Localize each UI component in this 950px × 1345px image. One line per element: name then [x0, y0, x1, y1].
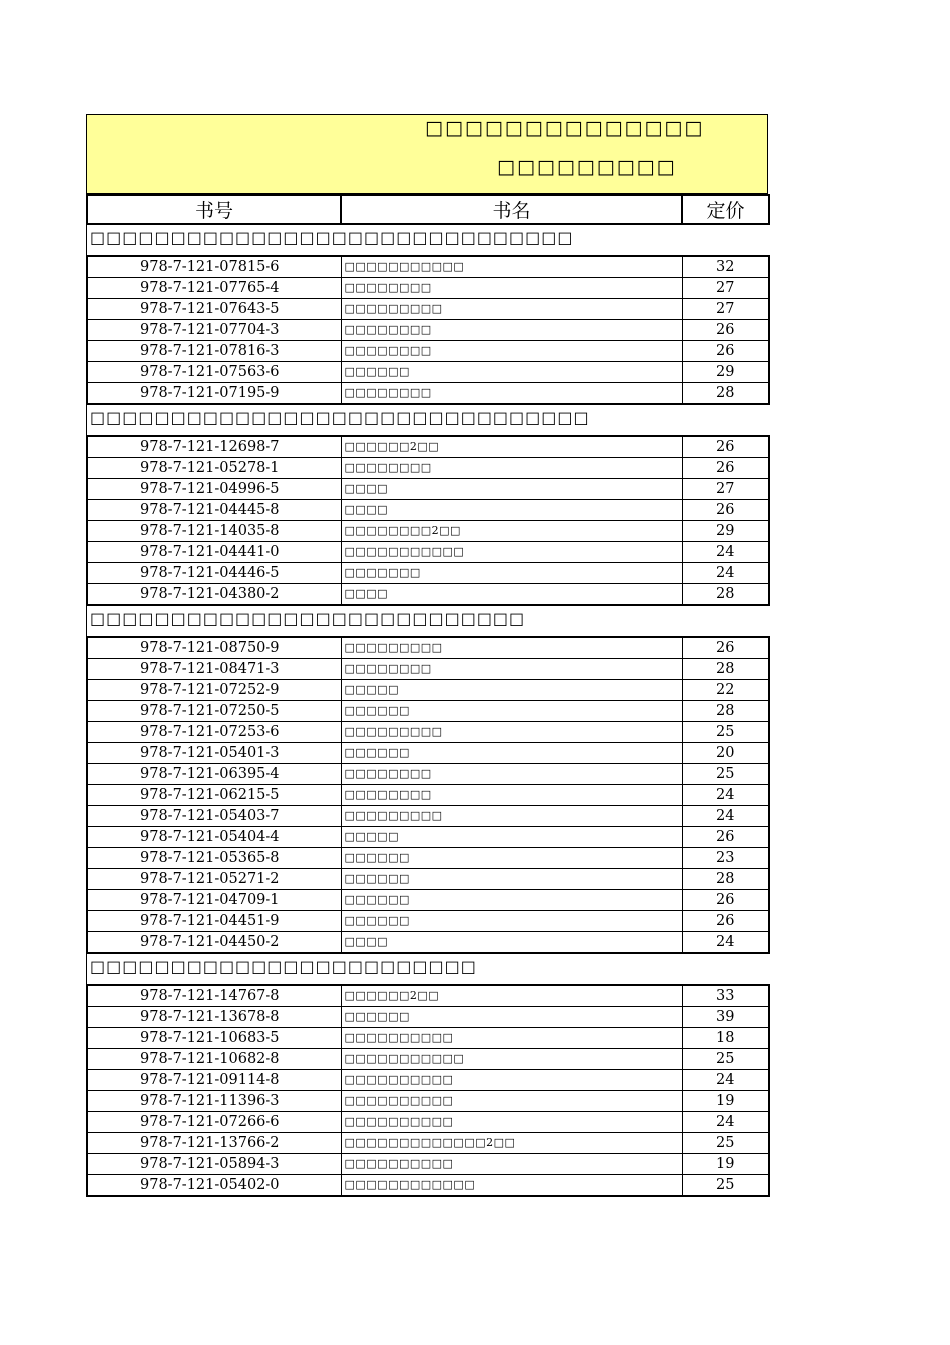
- column-header-row: [86, 194, 770, 225]
- title-cell[interactable]: □□□□□□2□□: [341, 436, 682, 458]
- title-cell[interactable]: □□□□□□□□□□: [341, 1028, 682, 1049]
- isbn-cell[interactable]: 978-7-121-04996-5: [87, 479, 341, 500]
- table-row: [87, 1091, 769, 1112]
- table-row: [87, 278, 769, 299]
- isbn-cell[interactable]: 978-7-121-05403-7: [87, 806, 341, 827]
- isbn-cell[interactable]: 978-7-121-10683-5: [87, 1028, 341, 1049]
- title-cell[interactable]: □□□□□□□□: [341, 341, 682, 362]
- table-row: [87, 563, 769, 584]
- table-row: [87, 1007, 769, 1028]
- title-cell[interactable]: □□□□: [341, 932, 682, 954]
- section-heading: □□□□□□□□□□□□□□□□□□□□□□□□□□□□□□□: [86, 405, 768, 435]
- price-cell[interactable]: 28: [682, 659, 769, 680]
- price-cell[interactable]: 39: [682, 1007, 769, 1028]
- price-cell[interactable]: 28: [682, 701, 769, 722]
- price-cell[interactable]: 24: [682, 542, 769, 563]
- table-row: [87, 722, 769, 743]
- price-cell[interactable]: 24: [682, 563, 769, 584]
- isbn-cell[interactable]: 978-7-121-13678-8: [87, 1007, 341, 1028]
- isbn-cell[interactable]: 978-7-121-07765-4: [87, 278, 341, 299]
- price-cell[interactable]: 28: [682, 869, 769, 890]
- title-cell[interactable]: □□□□□□2□□: [341, 985, 682, 1007]
- price-cell[interactable]: 26: [682, 320, 769, 341]
- table-row: [87, 680, 769, 701]
- price-cell[interactable]: 25: [682, 1175, 769, 1197]
- title-cell[interactable]: □□□□□□□□: [341, 320, 682, 341]
- title-cell[interactable]: □□□□□□□□: [341, 383, 682, 405]
- table-row: [87, 320, 769, 341]
- table-row: [87, 827, 769, 848]
- isbn-cell[interactable]: 978-7-121-05271-2: [87, 869, 341, 890]
- isbn-cell[interactable]: 978-7-121-04450-2: [87, 932, 341, 954]
- title-cell[interactable]: □□□□□□: [341, 869, 682, 890]
- isbn-cell[interactable]: 978-7-121-14035-8: [87, 521, 341, 542]
- table-row: [87, 637, 769, 659]
- price-cell[interactable]: 26: [682, 911, 769, 932]
- table-row: [87, 1154, 769, 1175]
- table-row: [87, 341, 769, 362]
- price-cell[interactable]: 28: [682, 584, 769, 606]
- table-row: [87, 890, 769, 911]
- isbn-cell[interactable]: 978-7-121-07643-5: [87, 299, 341, 320]
- price-cell[interactable]: 26: [682, 341, 769, 362]
- table-row: [87, 932, 769, 954]
- price-cell[interactable]: 19: [682, 1154, 769, 1175]
- title-line-2: □□□□□□□□□: [497, 156, 677, 178]
- title-cell[interactable]: □□□□□□□□□: [341, 722, 682, 743]
- table-row: [87, 1049, 769, 1070]
- table-row: [87, 500, 769, 521]
- table-row: [87, 1133, 769, 1154]
- isbn-cell[interactable]: 978-7-121-07252-9: [87, 680, 341, 701]
- table-row: [87, 1112, 769, 1133]
- book-table: [86, 435, 770, 606]
- table-row: [87, 383, 769, 405]
- isbn-cell[interactable]: 978-7-121-10682-8: [87, 1049, 341, 1070]
- section-heading: □□□□□□□□□□□□□□□□□□□□□□□□: [86, 954, 768, 984]
- price-cell[interactable]: 23: [682, 848, 769, 869]
- isbn-cell[interactable]: 978-7-121-04451-9: [87, 911, 341, 932]
- isbn-cell[interactable]: 978-7-121-05404-4: [87, 827, 341, 848]
- isbn-cell[interactable]: 978-7-121-04380-2: [87, 584, 341, 606]
- title-cell[interactable]: □□□□□□□□: [341, 659, 682, 680]
- title-cell[interactable]: □□□□□□□□□□□□□2□□: [341, 1133, 682, 1154]
- isbn-cell[interactable]: 978-7-121-04445-8: [87, 500, 341, 521]
- isbn-cell[interactable]: 978-7-121-07266-6: [87, 1112, 341, 1133]
- price-cell[interactable]: 26: [682, 890, 769, 911]
- isbn-cell[interactable]: 978-7-121-11396-3: [87, 1091, 341, 1112]
- isbn-cell[interactable]: 978-7-121-07250-5: [87, 701, 341, 722]
- title-cell[interactable]: □□□□□□□□□□□□: [341, 1175, 682, 1197]
- table-row: [87, 764, 769, 785]
- price-cell[interactable]: 27: [682, 479, 769, 500]
- price-cell[interactable]: 25: [682, 722, 769, 743]
- table-row: [87, 479, 769, 500]
- table-row: [87, 911, 769, 932]
- title-cell[interactable]: □□□□□□□□□□□: [341, 1049, 682, 1070]
- isbn-cell[interactable]: 978-7-121-04446-5: [87, 563, 341, 584]
- title-banner: [86, 114, 768, 194]
- title-cell[interactable]: □□□□□□□□: [341, 278, 682, 299]
- price-cell[interactable]: 19: [682, 1091, 769, 1112]
- table-row: [87, 542, 769, 563]
- table-row: [87, 584, 769, 606]
- isbn-cell[interactable]: 978-7-121-07815-6: [87, 256, 341, 278]
- isbn-cell[interactable]: 978-7-121-05278-1: [87, 458, 341, 479]
- title-cell[interactable]: □□□□□□□□□: [341, 637, 682, 659]
- price-cell[interactable]: 24: [682, 1112, 769, 1133]
- title-line-1: □□□□□□□□□□□□□□: [425, 117, 705, 139]
- price-cell[interactable]: 33: [682, 985, 769, 1007]
- title-cell[interactable]: □□□□□□□□2□□: [341, 521, 682, 542]
- title-cell[interactable]: □□□□: [341, 584, 682, 606]
- price-cell[interactable]: 22: [682, 680, 769, 701]
- title-cell[interactable]: □□□□□□□□□□□: [341, 256, 682, 278]
- book-groups: [86, 225, 768, 1197]
- price-cell[interactable]: 28: [682, 383, 769, 405]
- price-list-sheet: [86, 114, 768, 1197]
- table-row: [87, 1028, 769, 1049]
- table-row: [87, 701, 769, 722]
- book-table: [86, 255, 770, 405]
- title-cell[interactable]: □□□□□□: [341, 1007, 682, 1028]
- title-cell[interactable]: □□□□□□: [341, 848, 682, 869]
- table-row: [87, 521, 769, 542]
- isbn-cell[interactable]: 978-7-121-06215-5: [87, 785, 341, 806]
- column-header-title[interactable]: 书名: [341, 195, 682, 224]
- title-cell[interactable]: □□□□□□: [341, 701, 682, 722]
- price-cell[interactable]: 27: [682, 278, 769, 299]
- title-cell[interactable]: □□□□□□□□□: [341, 806, 682, 827]
- title-cell[interactable]: □□□□□□□□□□: [341, 1112, 682, 1133]
- title-cell[interactable]: □□□□□□: [341, 362, 682, 383]
- isbn-cell[interactable]: 978-7-121-07816-3: [87, 341, 341, 362]
- table-row: [87, 256, 769, 278]
- table-row: [87, 848, 769, 869]
- price-cell[interactable]: 29: [682, 362, 769, 383]
- price-cell[interactable]: 20: [682, 743, 769, 764]
- isbn-cell[interactable]: 978-7-121-13766-2: [87, 1133, 341, 1154]
- isbn-cell[interactable]: 978-7-121-07704-3: [87, 320, 341, 341]
- price-cell[interactable]: 24: [682, 1070, 769, 1091]
- price-cell[interactable]: 25: [682, 1049, 769, 1070]
- price-cell[interactable]: 26: [682, 827, 769, 848]
- title-cell[interactable]: □□□□: [341, 500, 682, 521]
- column-header-isbn[interactable]: 书号: [87, 195, 341, 224]
- price-cell[interactable]: 27: [682, 299, 769, 320]
- title-cell[interactable]: □□□□□□□: [341, 563, 682, 584]
- table-row: [87, 743, 769, 764]
- isbn-cell[interactable]: 978-7-121-07253-6: [87, 722, 341, 743]
- section-heading: □□□□□□□□□□□□□□□□□□□□□□□□□□□: [86, 606, 768, 636]
- isbn-cell[interactable]: 978-7-121-08750-9: [87, 637, 341, 659]
- price-cell[interactable]: 26: [682, 436, 769, 458]
- table-row: [87, 659, 769, 680]
- isbn-cell[interactable]: 978-7-121-04441-0: [87, 542, 341, 563]
- table-row: [87, 436, 769, 458]
- title-cell[interactable]: □□□□□□□□: [341, 764, 682, 785]
- table-row: [87, 806, 769, 827]
- title-cell[interactable]: □□□□□: [341, 827, 682, 848]
- book-table: [86, 984, 770, 1197]
- table-row: [87, 1175, 769, 1197]
- title-cell[interactable]: □□□□□□□□: [341, 785, 682, 806]
- price-cell[interactable]: 32: [682, 256, 769, 278]
- book-table: [86, 636, 770, 954]
- price-cell[interactable]: 24: [682, 806, 769, 827]
- price-cell[interactable]: 24: [682, 932, 769, 954]
- isbn-cell[interactable]: 978-7-121-06395-4: [87, 764, 341, 785]
- isbn-cell[interactable]: 978-7-121-07563-6: [87, 362, 341, 383]
- price-cell[interactable]: 26: [682, 637, 769, 659]
- title-cell[interactable]: □□□□□□□□: [341, 458, 682, 479]
- title-cell[interactable]: □□□□□□□□□□□: [341, 542, 682, 563]
- table-row: [87, 869, 769, 890]
- title-cell[interactable]: □□□□□: [341, 680, 682, 701]
- title-cell[interactable]: □□□□□□: [341, 911, 682, 932]
- table-row: [87, 458, 769, 479]
- price-cell[interactable]: 26: [682, 500, 769, 521]
- isbn-cell[interactable]: 978-7-121-14767-8: [87, 985, 341, 1007]
- title-cell[interactable]: □□□□: [341, 479, 682, 500]
- price-cell[interactable]: 25: [682, 764, 769, 785]
- section-heading: □□□□□□□□□□□□□□□□□□□□□□□□□□□□□□: [86, 225, 768, 255]
- isbn-cell[interactable]: 978-7-121-07195-9: [87, 383, 341, 405]
- price-cell[interactable]: 26: [682, 458, 769, 479]
- title-cell[interactable]: □□□□□□□□□□: [341, 1091, 682, 1112]
- table-row: [87, 362, 769, 383]
- price-cell[interactable]: 25: [682, 1133, 769, 1154]
- column-header-price[interactable]: 定价: [682, 195, 769, 224]
- table-row: [87, 299, 769, 320]
- isbn-cell[interactable]: 978-7-121-09114-8: [87, 1070, 341, 1091]
- title-cell[interactable]: □□□□□□□□□□: [341, 1070, 682, 1091]
- title-cell[interactable]: □□□□□□□□□□: [341, 1154, 682, 1175]
- isbn-cell[interactable]: 978-7-121-05402-0: [87, 1175, 341, 1197]
- isbn-cell[interactable]: 978-7-121-12698-7: [87, 436, 341, 458]
- isbn-cell[interactable]: 978-7-121-05365-8: [87, 848, 341, 869]
- price-cell[interactable]: 29: [682, 521, 769, 542]
- title-cell[interactable]: □□□□□□□□□: [341, 299, 682, 320]
- isbn-cell[interactable]: 978-7-121-08471-3: [87, 659, 341, 680]
- price-cell[interactable]: 18: [682, 1028, 769, 1049]
- title-cell[interactable]: □□□□□□: [341, 890, 682, 911]
- isbn-cell[interactable]: 978-7-121-05401-3: [87, 743, 341, 764]
- isbn-cell[interactable]: 978-7-121-05894-3: [87, 1154, 341, 1175]
- table-row: [87, 1070, 769, 1091]
- table-row: [87, 985, 769, 1007]
- isbn-cell[interactable]: 978-7-121-04709-1: [87, 890, 341, 911]
- price-cell[interactable]: 24: [682, 785, 769, 806]
- title-cell[interactable]: □□□□□□: [341, 743, 682, 764]
- table-row: [87, 785, 769, 806]
